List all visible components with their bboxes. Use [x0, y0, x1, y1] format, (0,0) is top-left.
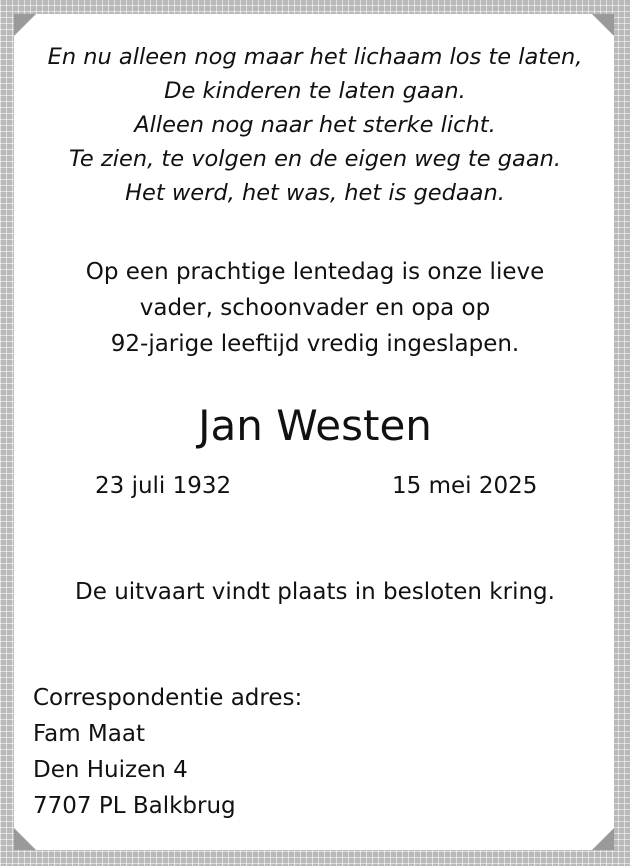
poem-line: Te zien, te volgen en de eigen weg te gaan.: [68, 146, 562, 172]
address-line: 7707 PL Balkbrug: [33, 793, 236, 819]
poem-line: De kinderen te laten gaan.: [164, 78, 466, 104]
corner-ornament-bottom-right: [592, 828, 614, 850]
poem-line: Het werd, het was, het is gedaan.: [125, 180, 505, 206]
address-line: Den Huizen 4: [33, 757, 188, 783]
corner-ornament-top-right: [592, 14, 614, 36]
announcement-line: Op een prachtige lentedag is onze lieve: [85, 259, 545, 285]
poem: [0, 40, 630, 210]
deceased-name: Jan Westen: [198, 401, 432, 450]
birth-date: 23 juli 1932: [95, 473, 232, 499]
announcement-line: 92-jarige leeftijd vredig ingeslapen.: [110, 331, 520, 357]
corner-ornament-top-left: [14, 14, 36, 36]
poem-line: Alleen nog naar het sterke licht.: [134, 112, 496, 138]
correspondence-address: [33, 680, 302, 824]
correspondence-heading: Correspondentie adres:: [33, 685, 303, 711]
poem-line: En nu alleen nog maar het lichaam los te laten,: [47, 44, 583, 70]
announcement-line: vader, schoonvader en opa op: [139, 295, 491, 321]
corner-ornament-bottom-left: [14, 828, 36, 850]
death-date: 15 mei 2025: [392, 473, 538, 499]
funeral-note: De uitvaart vindt plaats in besloten kring.: [75, 579, 555, 605]
announcement: [0, 254, 630, 362]
address-line: Fam Maat: [33, 721, 145, 747]
